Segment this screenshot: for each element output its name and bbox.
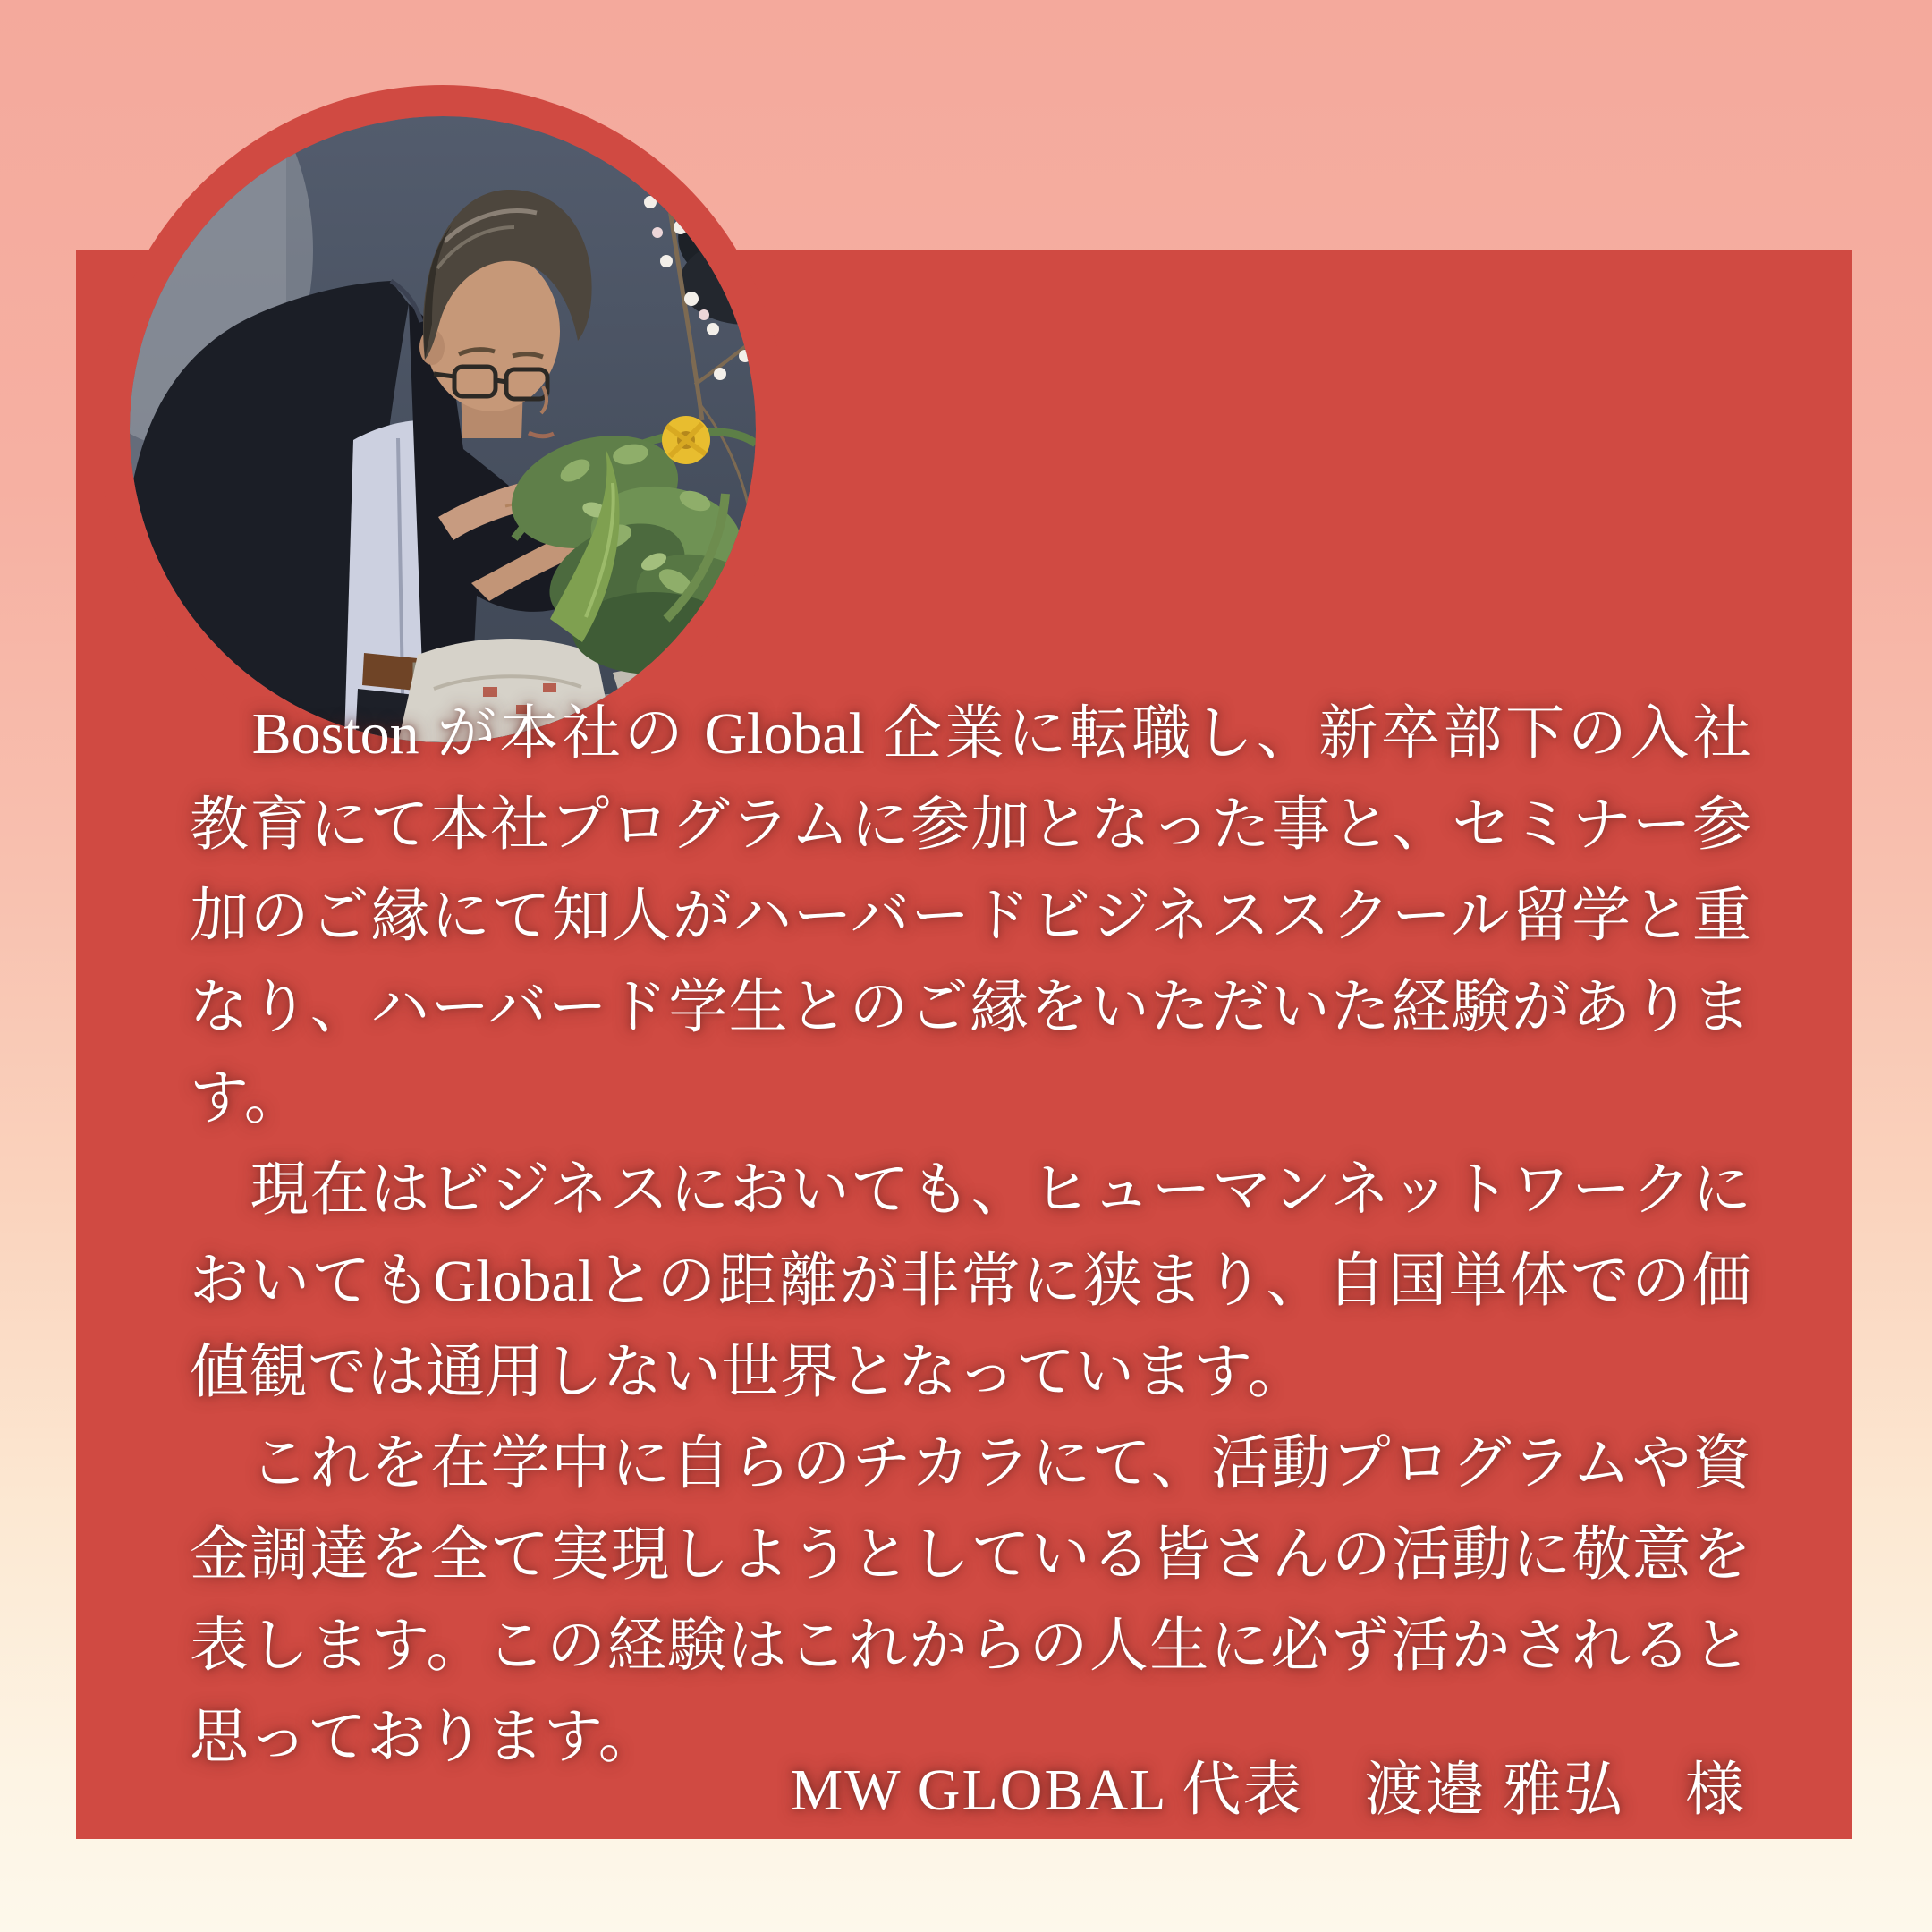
portrait-photo	[130, 116, 756, 742]
quote-line: Boston が本社の Global 企業に転職し、新卒部下の入社	[190, 701, 1751, 767]
quote-line: 思っております。	[190, 1705, 657, 1770]
quote-line: 加のご縁にて知人がハーバードビジネススクール留学と重	[190, 884, 1751, 949]
signature: MW GLOBAL 代表 渡邉 雅弘 様	[790, 1758, 1746, 1823]
portrait-illustration	[130, 116, 756, 742]
quote-line: 値観では通用しない世界となっています。	[190, 1340, 1307, 1405]
quote-line: なり、ハーバード学生とのご縁をいただいた経験がありま	[190, 975, 1751, 1040]
quote-line: す。	[190, 1066, 303, 1131]
quote-line: おいてもGlobalとの距離が非常に狭まり、自国単体での価	[190, 1249, 1751, 1314]
quote-line: これを在学中に自らのチカラにて、活動プログラムや資	[190, 1431, 1751, 1496]
quote-line: 表します。この経験はこれからの人生に必ず活かされると	[190, 1614, 1751, 1679]
quote-line: 金調達を全て実現しようとしている皆さんの活動に敬意を	[190, 1522, 1751, 1588]
quote-line: 現在はビジネスにおいても、ヒューマンネットワークに	[190, 1157, 1751, 1223]
quote-text	[190, 689, 1751, 1784]
quote-line: 教育にて本社プログラムに参加となった事と、セミナー参	[190, 792, 1751, 858]
